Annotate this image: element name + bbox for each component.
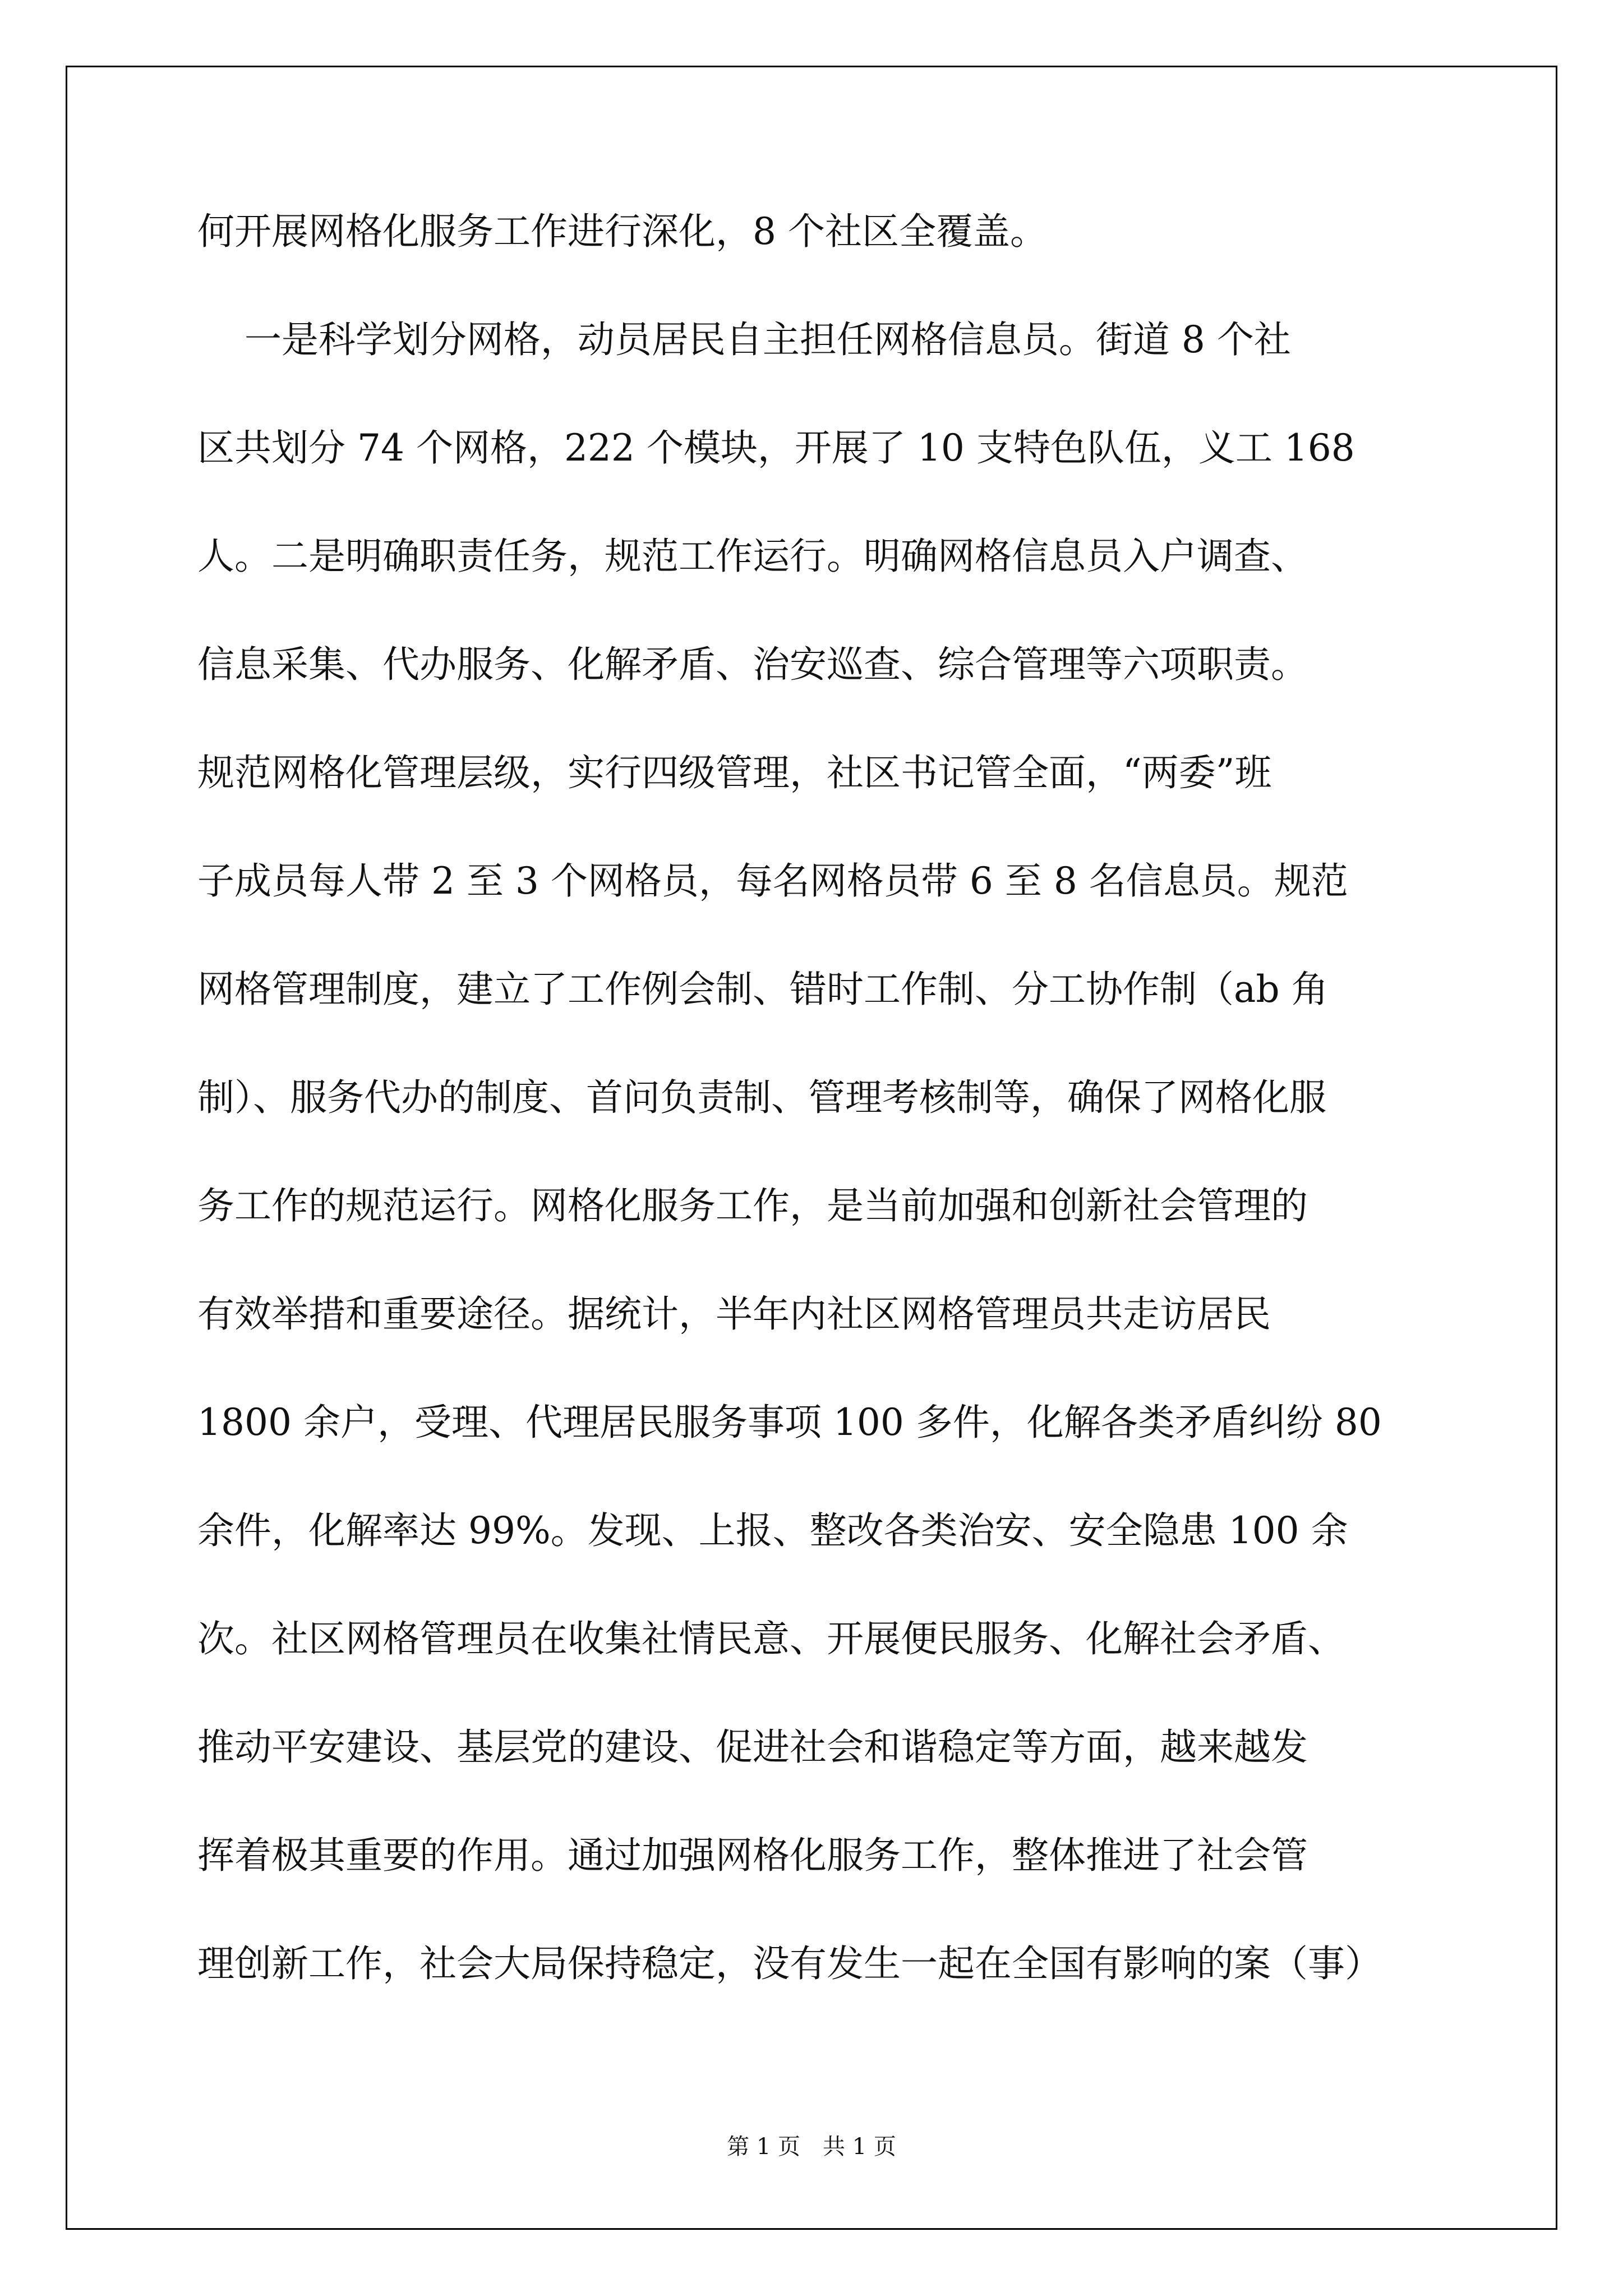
text-line-12: 1800 余户，受理、代理居民服务事项 100 多件，化解各类矛盾纠纷 80: [197, 1401, 1382, 1444]
text-line-2: 一是科学划分网格，动员居民自主担任网格信息员。街道 8 个社: [197, 318, 1291, 361]
text-line-1: 何开展网格化服务工作进行深化，8 个社区全覆盖。: [197, 210, 1047, 253]
text-line-5: 信息采集、代办服务、化解矛盾、治安巡查、综合管理等六项职责。: [197, 643, 1308, 686]
text-line-6: 规范网格化管理层级，实行四级管理，社区书记管全面，“两委”班: [197, 751, 1272, 794]
text-line-4: 人。二是明确职责任务，规范工作运行。明确网格信息员入户调查、: [197, 535, 1308, 578]
text-line-15: 推动平安建设、基层党的建设、促进社会和谐稳定等方面，越来越发: [197, 1726, 1308, 1769]
text-line-7: 子成员每人带 2 至 3 个网格员，每名网格员带 6 至 8 名信息员。规范: [197, 859, 1348, 903]
text-line-16: 挥着极其重要的作用。通过加强网格化服务工作，整体推进了社会管: [197, 1834, 1308, 1877]
text-line-17: 理创新工作，社会大局保持稳定，没有发生一起在全国有影响的案（事）: [197, 1942, 1382, 1985]
text-line-11: 有效举措和重要途径。据统计，半年内社区网格管理员共走访居民: [197, 1292, 1271, 1336]
text-line-8: 网格管理制度，建立了工作例会制、错时工作制、分工协作制（ab 角: [197, 968, 1329, 1011]
body-text: [197, 205, 1431, 2045]
page-footer: 第 1 页 共 1 页: [727, 2134, 896, 2160]
text-line-13: 余件，化解率达 99%。发现、上报、整改各类治安、安全隐患 100 余: [197, 1509, 1348, 1552]
text-line-10: 务工作的规范运行。网格化服务工作，是当前加强和创新社会管理的: [197, 1184, 1308, 1227]
text-line-14: 次。社区网格管理员在收集社情民意、开展便民服务、化解社会矛盾、: [197, 1617, 1345, 1660]
text-line-3: 区共划分 74 个网格，222 个模块，开展了 10 支特色队伍，义工 168: [197, 426, 1355, 470]
text-line-9: 制）、服务代办的制度、首问负责制、管理考核制等，确保了网格化服: [197, 1076, 1326, 1119]
